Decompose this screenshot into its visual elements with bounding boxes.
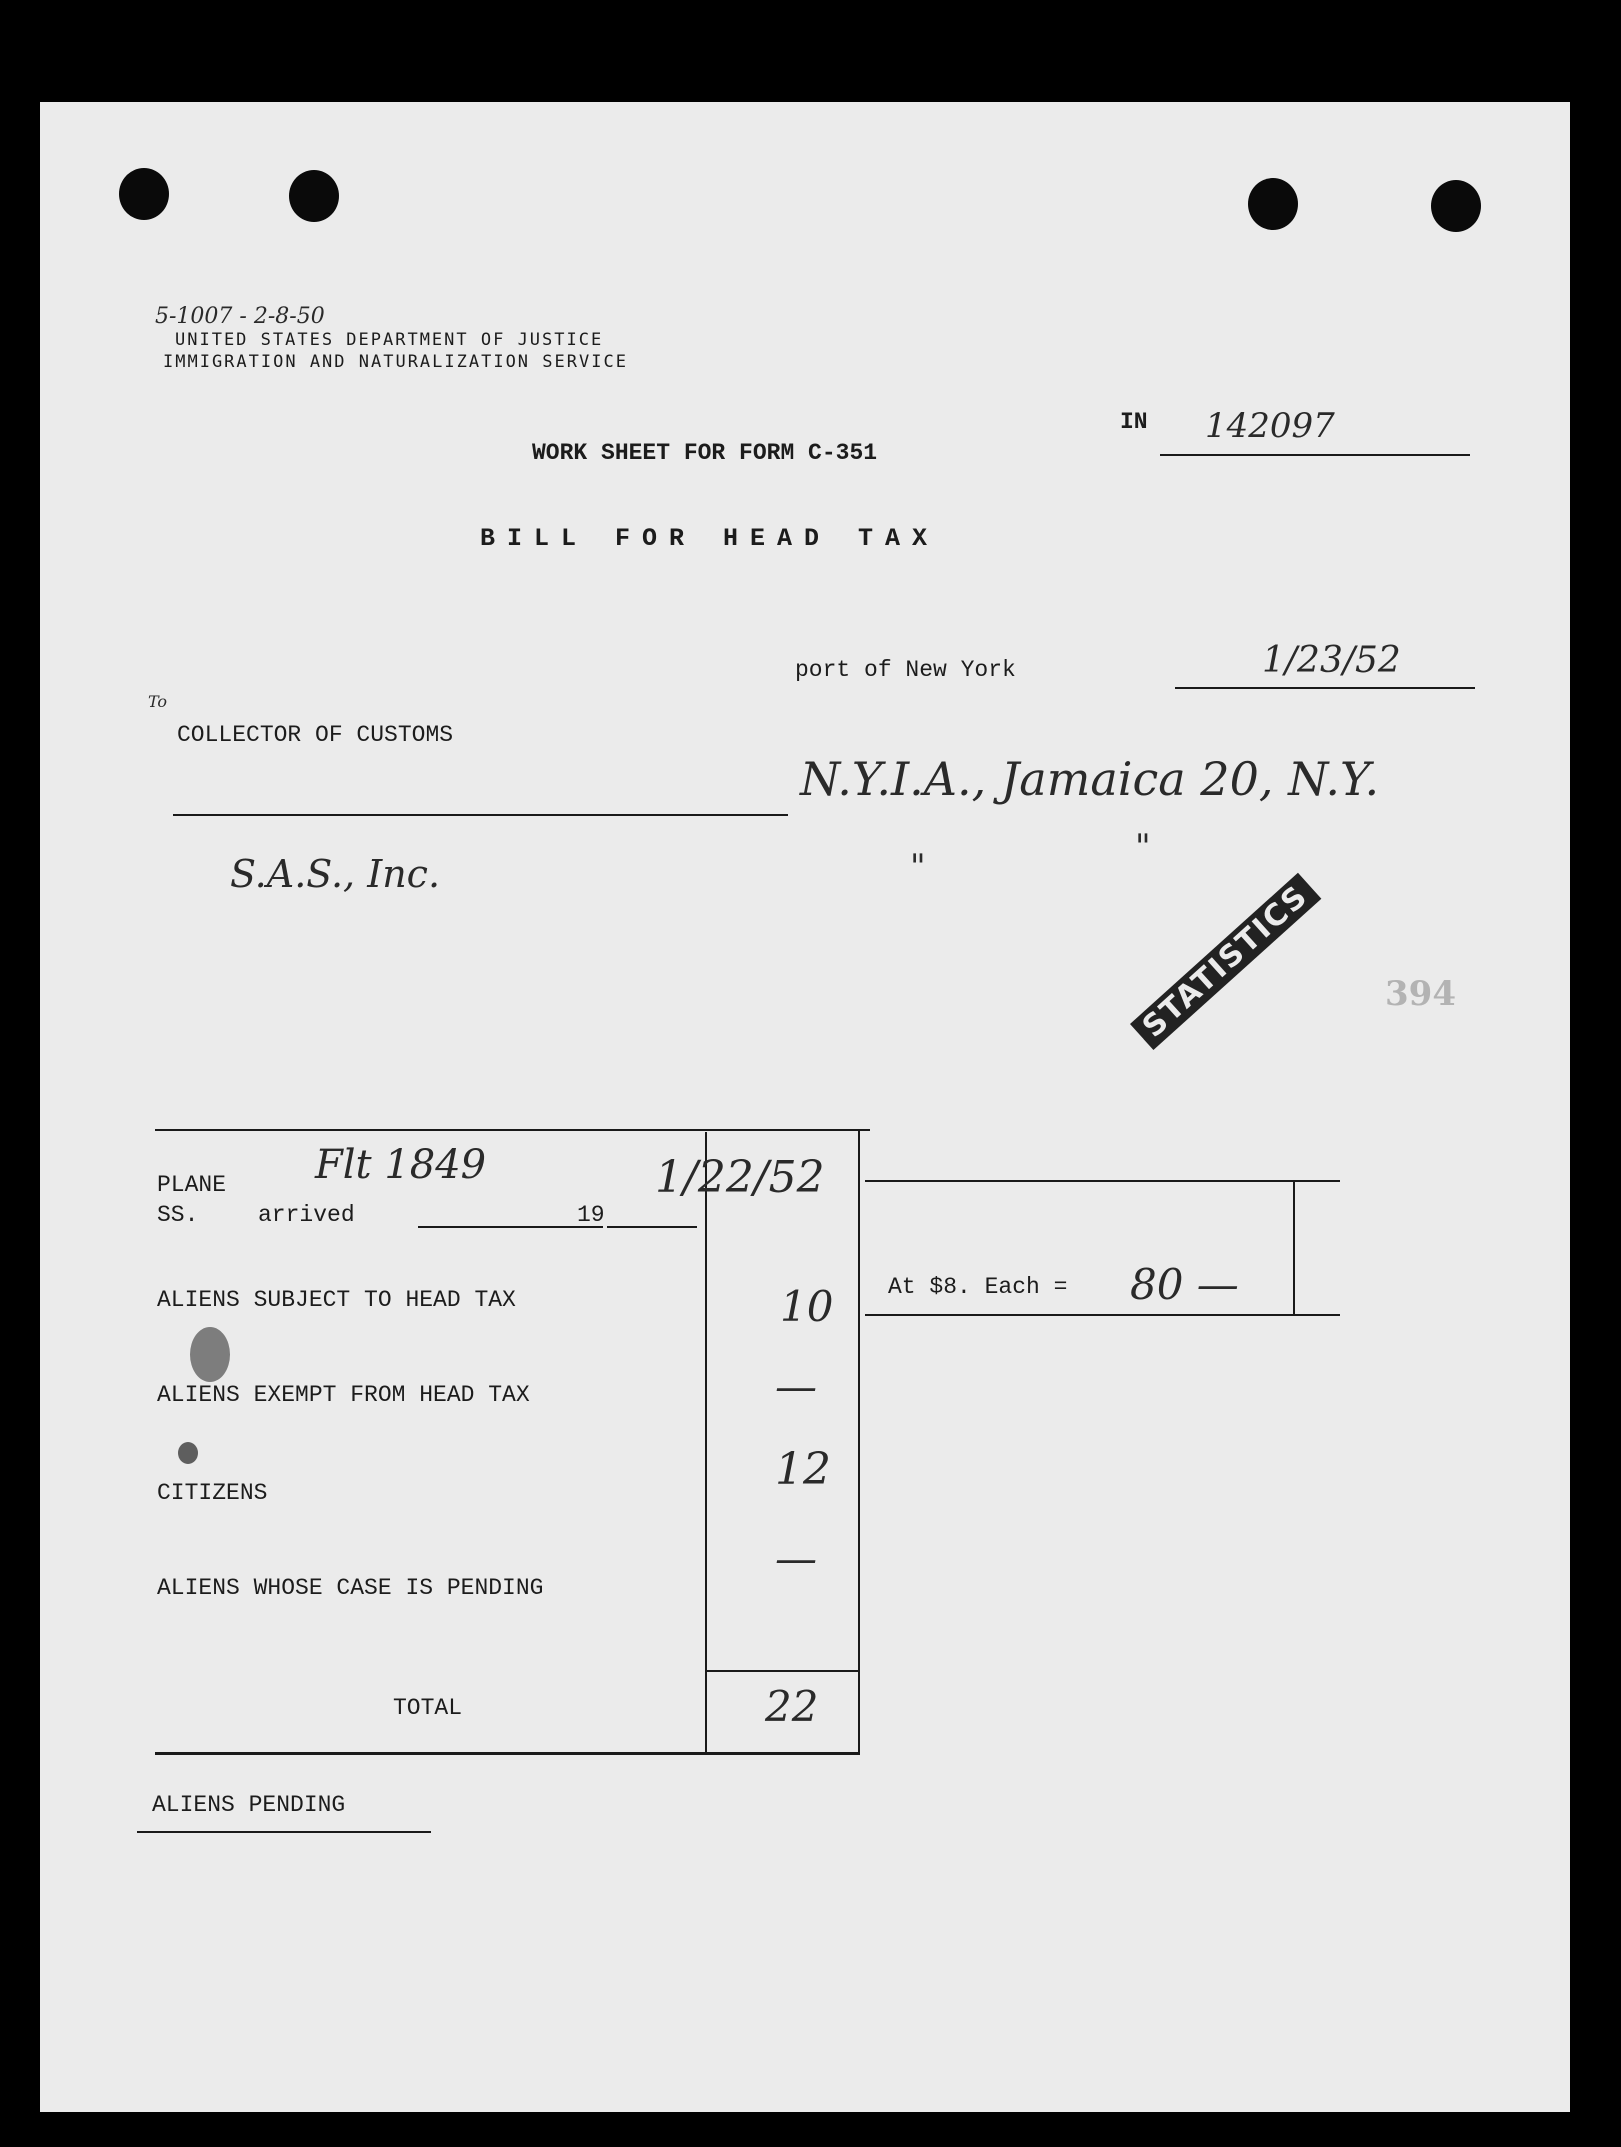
- row-value: —: [775, 1534, 817, 1583]
- row-value: —: [775, 1362, 817, 1411]
- punch-hole: [1248, 178, 1298, 230]
- arrived-label: arrived: [258, 1202, 355, 1228]
- year-prefix: 19: [577, 1202, 605, 1228]
- in-number-value: 142097: [1205, 406, 1335, 446]
- aliens-pending-label: ALIENS PENDING: [152, 1792, 346, 1818]
- to-mark: To: [148, 692, 168, 711]
- carrier-name: S.A.S., Inc.: [230, 852, 441, 896]
- date-underline: [1175, 687, 1475, 689]
- plane-label: PLANE: [157, 1172, 227, 1198]
- addressee-location: N.Y.I.A., Jamaica 20, N.Y.: [800, 752, 1380, 806]
- row-label: ALIENS WHOSE CASE IS PENDING: [157, 1575, 544, 1601]
- year-underline: [607, 1226, 697, 1228]
- tax-box-bottom: [865, 1314, 1340, 1316]
- row-label: ALIENS SUBJECT TO HEAD TAX: [157, 1287, 516, 1313]
- punch-hole: [119, 168, 169, 220]
- addressee-label: COLLECTOR OF CUSTOMS: [177, 722, 454, 748]
- in-number-underline: [1160, 454, 1470, 456]
- flight-number: Flt 1849: [315, 1142, 487, 1188]
- document-sheet: [40, 102, 1570, 2112]
- ditto-mark: ": [910, 847, 926, 887]
- ditto-mark: ": [1135, 827, 1151, 867]
- port-date: 1/23/52: [1262, 640, 1401, 681]
- bill-title: BILL FOR HEAD TAX: [480, 524, 940, 553]
- tax-box-right: [1293, 1180, 1295, 1316]
- service-name: IMMIGRATION AND NATURALIZATION SERVICE: [163, 352, 628, 372]
- row-label: ALIENS EXEMPT FROM HEAD TAX: [157, 1382, 530, 1408]
- ink-blot: [190, 1327, 230, 1382]
- table-column-divider: [705, 1132, 707, 1752]
- ink-blot: [178, 1442, 198, 1464]
- row-value: 12: [775, 1444, 831, 1495]
- arrival-date: 1/22/52: [655, 1152, 825, 1203]
- ss-label: SS.: [157, 1202, 199, 1228]
- table-bottom-rule: [155, 1752, 860, 1755]
- table-right-edge: [858, 1129, 860, 1752]
- arrived-underline: [418, 1226, 603, 1228]
- aliens-pending-underline: [137, 1831, 431, 1833]
- in-label: IN: [1120, 409, 1148, 435]
- total-label: TOTAL: [393, 1695, 463, 1721]
- addressee-underline: [173, 814, 788, 816]
- row-label: CITIZENS: [157, 1480, 268, 1506]
- tax-rate-label: At $8. Each =: [888, 1274, 1068, 1300]
- port-label: port of New York: [795, 657, 1016, 683]
- punch-hole: [289, 170, 339, 222]
- tax-box-top: [865, 1180, 1340, 1182]
- row-value: 10: [780, 1282, 834, 1331]
- stamp-number: 394: [1385, 974, 1456, 1014]
- total-top-rule: [706, 1670, 858, 1672]
- statistics-stamp: STATISTICS: [1130, 873, 1321, 1050]
- table-top-rule: [155, 1129, 870, 1131]
- total-value: 22: [765, 1682, 819, 1731]
- worksheet-title: WORK SHEET FOR FORM C-351: [532, 440, 878, 466]
- tax-amount: 80 —: [1130, 1260, 1239, 1309]
- form-code: 5-1007 - 2-8-50: [155, 304, 325, 329]
- punch-hole: [1431, 180, 1481, 232]
- department-name: UNITED STATES DEPARTMENT OF JUSTICE: [175, 330, 604, 350]
